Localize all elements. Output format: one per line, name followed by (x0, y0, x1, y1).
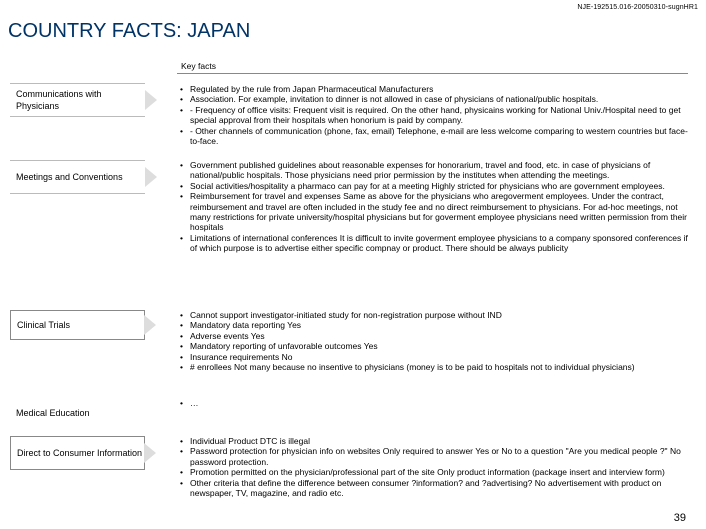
section-facts-meetings (180, 160, 690, 254)
fact-bullet: • # enrollees Not many because no insentive to physicians (money is to be paid to hospitals not to individual physicians) (180, 362, 690, 372)
section-facts-communications (180, 84, 690, 146)
fact-bullet: • Association. For example, invitation to dinner is not allowed in case of physicians of national/public hospitals. (180, 94, 690, 104)
fact-bullet: • - Other channels of communication (phone, fax, email) Telephone, e-mail are less welcome comparing to western countries but face-to-face. (180, 126, 690, 147)
section-label-text: Meetings and Conventions (16, 172, 123, 182)
fact-bullet: • Password protection for physician info on websites Only required to answer Yes or No to a question "Are you medical people ?" No password protection. (180, 446, 690, 467)
fact-bullet: • Individual Product DTC is illegal (180, 436, 690, 446)
fact-bullet: • Adverse events Yes (180, 331, 690, 341)
section-label-text: Medical Education (16, 408, 90, 418)
fact-bullet: • Government published guidelines about reasonable expenses for honorarium, travel and food, etc. in case of physicians of national/public hospitals. Those physicians need prior permission by the institutes when attending the meetings. (180, 160, 690, 181)
page-title: COUNTRY FACTS: JAPAN (8, 20, 251, 42)
document-id: NJE-192515.016-20050310-sugnHR1 (577, 4, 698, 11)
fact-bullet: • … (180, 398, 690, 408)
section-label-clinical-trials (10, 310, 145, 340)
fact-bullet: • Mandatory reporting of unfavorable outcomes Yes (180, 341, 690, 351)
section-label-communications (10, 83, 145, 117)
fact-bullet: • Mandatory data reporting Yes (180, 320, 690, 330)
section-label-text: Clinical Trials (17, 320, 71, 330)
section-label-text: Communications with Physicians (16, 89, 102, 111)
fact-bullet: • Regulated by the rule from Japan Pharmaceutical Manufacturers (180, 84, 690, 94)
fact-bullet: • Limitations of international conferences It is difficult to invite goverment employee physicians to a company sponsored conferences if of which purpose is to advertise either specific compnay or product. There should be always publicity (180, 233, 690, 254)
page-number: 39 (673, 512, 686, 524)
fact-bullet: • - Frequency of office visits: Frequent visit is required. On the other hand, physicains working for National Univ./Hospital need to get special approval from their hospitals when honorium is paid by company. (180, 105, 690, 126)
section-label-meetings (10, 160, 145, 194)
fact-bullet: • Reimbursement for travel and expenses Same as above for the physicians who aregoverment employees. Under the contract, reimbursement and travel are often included in the study fee and no direct reimbursement to physicians. For ad-hoc meetings, not many restrictions for private university/hospital physicians but for goverment employee physicians need written permission from their hospitals (180, 191, 690, 233)
fact-bullet: • Social activities/hospitality a pharmaco can pay for at a meeting Highly stricted for physicians who are government employees. (180, 181, 690, 191)
fact-bullet: • Cannot support investigator-initiated study for non-registration purpose without IND (180, 310, 690, 320)
section-label-medical-education (10, 404, 145, 422)
section-facts-medical-education (180, 398, 690, 408)
fact-bullet: • Promotion permitted on the physician/professional part of the site Only product information (package insert and interview form) (180, 467, 690, 477)
fact-bullet: • Insurance requirements No (180, 352, 690, 362)
section-facts-clinical-trials (180, 310, 690, 372)
key-facts-header: Key facts (181, 61, 216, 71)
section-facts-dtc (180, 436, 690, 498)
section-label-dtc (10, 436, 145, 470)
section-label-text: Direct to Consumer Information (17, 448, 143, 458)
key-facts-divider (177, 73, 688, 74)
fact-bullet: • Other criteria that define the difference between consumer ?information? and ?advertising? No advertisement with product on newspaper, TV, magazine, and radio etc. (180, 478, 690, 499)
